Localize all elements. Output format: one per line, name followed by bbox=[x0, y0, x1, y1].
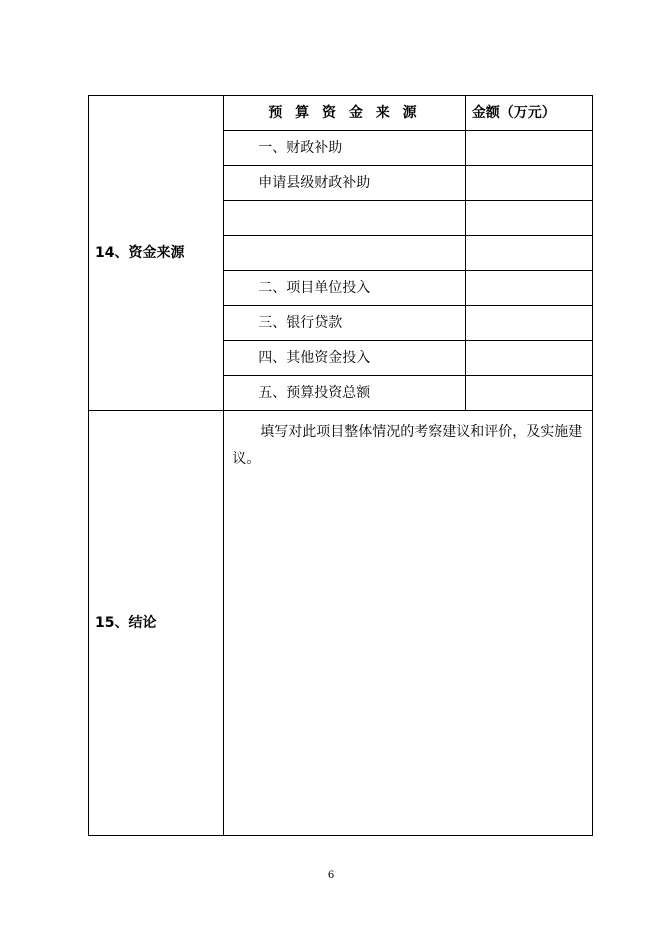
funding-source-cell[interactable]: 五、预算投资总额 bbox=[224, 376, 465, 411]
funding-source-cell[interactable]: 一、财政补助 bbox=[224, 131, 465, 166]
funding-source-cell[interactable]: 二、项目单位投入 bbox=[224, 271, 465, 306]
funding-amount-cell[interactable] bbox=[465, 131, 592, 166]
page-number: 6 bbox=[327, 870, 335, 881]
funding-source-cell[interactable]: 申请县级财政补助 bbox=[224, 166, 465, 201]
funding-source-label: 14、资金来源 bbox=[89, 96, 224, 411]
funding-source-cell[interactable] bbox=[224, 236, 465, 271]
conclusion-label: 15、结论 bbox=[89, 411, 224, 836]
conclusion-row bbox=[89, 411, 593, 836]
funding-amount-cell[interactable] bbox=[465, 201, 592, 236]
funding-amount-cell[interactable] bbox=[465, 166, 592, 201]
funding-source-cell[interactable] bbox=[224, 201, 465, 236]
funding-amount-cell[interactable] bbox=[465, 376, 592, 411]
conclusion-input-area[interactable]: 填写对此项目整体情况的考察建议和评价，及实施建议。 bbox=[224, 411, 593, 836]
funding-amount-cell[interactable] bbox=[465, 341, 592, 376]
funding-header-row bbox=[89, 96, 593, 131]
funding-amount-cell[interactable] bbox=[465, 306, 592, 341]
funding-amount-cell[interactable] bbox=[465, 271, 592, 306]
budget-source-header: 预 算 资 金 来 源 bbox=[224, 96, 465, 131]
funding-amount-cell[interactable] bbox=[465, 236, 592, 271]
funding-source-cell[interactable]: 三、银行贷款 bbox=[224, 306, 465, 341]
project-form-table bbox=[88, 95, 593, 836]
funding-source-cell[interactable]: 四、其他资金投入 bbox=[224, 341, 465, 376]
amount-header: 金额（万元） bbox=[465, 96, 592, 131]
